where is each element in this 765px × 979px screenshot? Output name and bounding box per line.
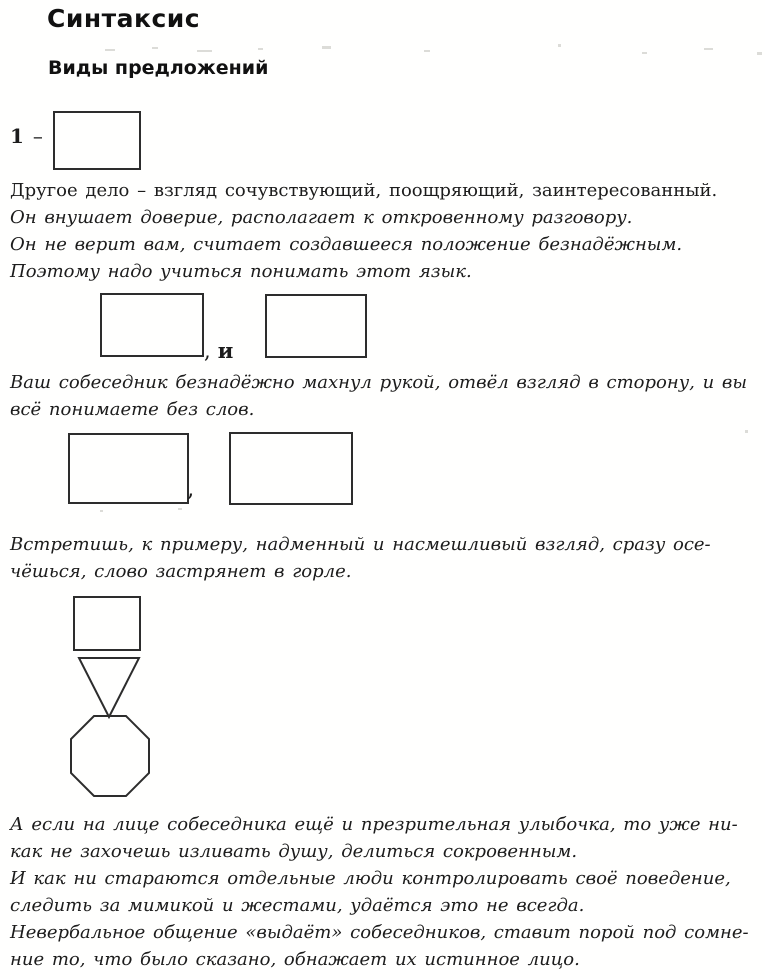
- scan-artifact: [105, 49, 115, 51]
- text-line: Он внушает доверие, располагает к откровенному разговору.: [10, 207, 633, 228]
- scheme2-clause-box-1: [68, 433, 189, 504]
- scheme1-separator: [204, 338, 233, 363]
- paragraph-intro: [10, 177, 717, 285]
- scan-artifact: [424, 50, 430, 52]
- scan-artifact: [642, 52, 647, 54]
- paragraph-example1: [10, 369, 747, 423]
- text-line: следить за мимикой и жестами, удаётся это не всегда.: [10, 895, 585, 916]
- scan-artifact: [100, 510, 103, 512]
- scan-artifact: [745, 430, 748, 433]
- scan-artifact: [178, 508, 182, 510]
- scan-artifact: [322, 46, 331, 49]
- text-line: всё понимаете без слов.: [10, 399, 255, 420]
- paragraph-example2: [10, 531, 711, 585]
- text-line: Поэтому надо учиться понимать этот язык.: [10, 261, 472, 282]
- scan-artifact: [258, 48, 263, 50]
- exercise-marker: [10, 124, 43, 148]
- section-heading: Виды предложений: [48, 57, 269, 79]
- scheme2-clause-box-2: [229, 432, 353, 505]
- triangle-down-shape: [76, 656, 142, 719]
- paragraph-example3: [10, 811, 749, 973]
- answer-box: [53, 111, 141, 170]
- scheme2-comma: ,: [187, 476, 195, 502]
- text-line: И как ни стараются отдельные люди контролировать своё поведение,: [10, 868, 731, 889]
- page-title: Синтаксис: [47, 4, 201, 33]
- text-line: ние то, что было сказано, обнажает их истинное лицо.: [10, 949, 580, 970]
- scheme1-comma: ,: [204, 339, 211, 363]
- scan-artifact: [558, 44, 561, 47]
- exercise-dash: –: [32, 124, 43, 148]
- text-line: чёшься, слово застрянет в горле.: [10, 561, 352, 582]
- square-shape: [73, 596, 141, 651]
- scheme1-conjunction: и: [217, 338, 234, 363]
- scheme1-clause-box-2: [265, 294, 367, 358]
- octagon-shape: [70, 715, 150, 797]
- text-line: как не захочешь изливать душу, делиться сокровенным.: [10, 841, 578, 862]
- text-line: Ваш собеседник безнадёжно махнул рукой, отвёл взгляд в сторону, и вы: [10, 372, 748, 393]
- exercise-number: 1: [10, 124, 24, 148]
- text-line: А если на лице собеседника ещё и презрительная улыбочка, то уже ни-: [10, 814, 738, 835]
- text-line: Встретишь, к примеру, надменный и насмешливый взгляд, сразу осе-: [10, 534, 711, 555]
- scan-artifact: [152, 47, 158, 49]
- scheme1-clause-box-1: [100, 293, 204, 357]
- scan-artifact: [757, 52, 762, 55]
- scan-artifact: [704, 48, 713, 50]
- text-line: Другое дело – взгляд сочувствующий, поощряющий, заинтересованный.: [10, 180, 718, 201]
- text-line: Невербальное общение «выдаёт» собеседников, ставит порой под сомне-: [10, 922, 749, 943]
- scan-artifact: [197, 50, 212, 52]
- text-line: Он не верит вам, считает создавшееся положение безнадёжным.: [10, 234, 683, 255]
